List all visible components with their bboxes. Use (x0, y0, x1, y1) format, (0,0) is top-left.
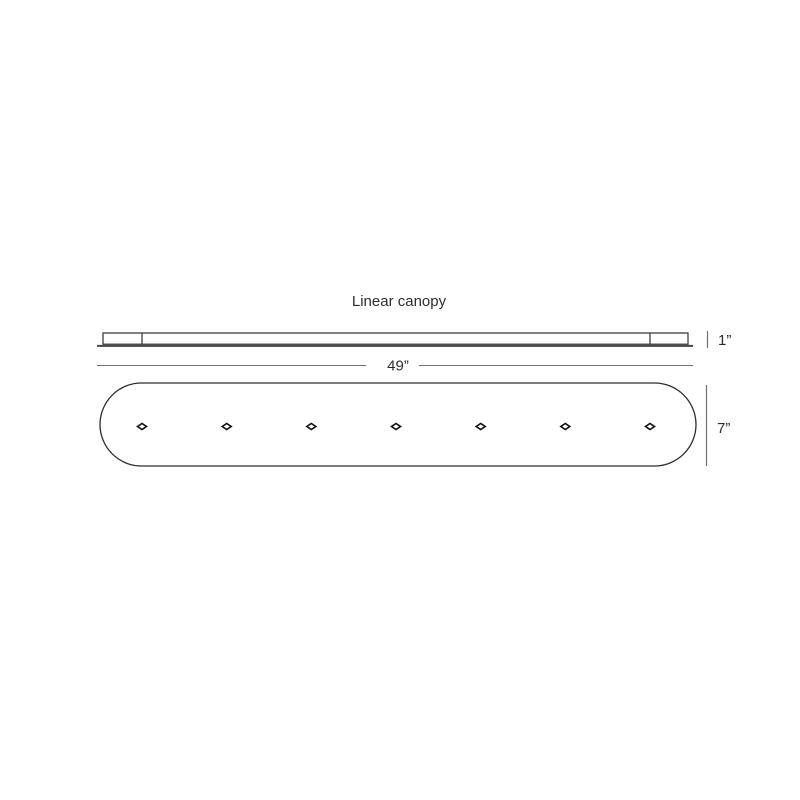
plan-height-label: 7” (717, 420, 731, 437)
side-view (97, 333, 693, 346)
canopy-side-profile (103, 333, 688, 344)
width-dimension (97, 358, 693, 375)
plan-height-dimension (707, 385, 731, 466)
diagram-title: Linear canopy (351, 293, 447, 310)
side-height-dimension (708, 331, 732, 349)
side-height-label: 1” (718, 332, 732, 349)
width-label: 49” (387, 357, 409, 375)
plan-view (100, 383, 696, 466)
